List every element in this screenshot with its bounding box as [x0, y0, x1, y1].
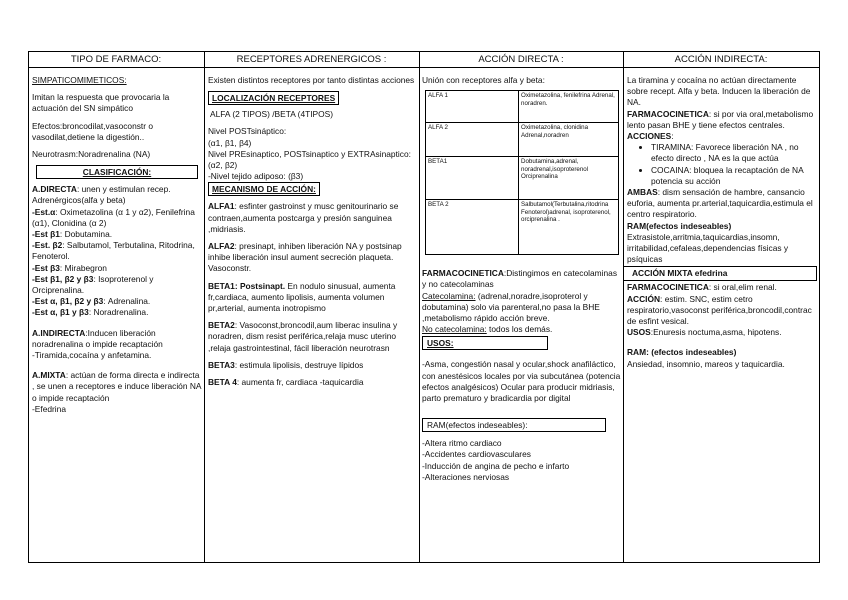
acciones-list [627, 142, 817, 187]
column-receptores [208, 75, 416, 388]
list-item: -Est α, β1, β2 y β3: Adrenalina. [32, 296, 151, 307]
mecanismo-title-box: MECANISMO DE ACCIÓN: [208, 182, 320, 196]
ram-title-box: RAM(efectos indeseables): [422, 418, 606, 432]
column-divider [623, 51, 624, 563]
mechanism-item: BETA3: estimula lipolisis, destruye lípidos [208, 359, 364, 370]
list-item: -Est.α: Oximetazolina (α 1 y α2), Fenilefrina (α1), Clonidina (α 2) [32, 206, 195, 228]
column-divider [819, 51, 820, 563]
paragraph: No catecolamina: todos los demás. [422, 324, 553, 335]
table-cell: Dobutamina,adrenal, noradrenal,isoproterenol Orciprenalina [519, 157, 619, 200]
list-item: -Est. β2: Salbutamol, Terbutalina, Ritodrina, Fenoterol. [32, 240, 195, 262]
header-accion-indirecta: ACCIÓN INDIRECTA: [674, 54, 768, 65]
table-row [426, 123, 619, 157]
paragraph: Neurotrasm:Noradrenalina (NA) [32, 149, 151, 160]
list-item: -Est α, β1 y β3: Noradrenalina. [32, 307, 149, 318]
list-item: -Alteraciones nerviosas [422, 471, 510, 482]
table-cell: Salbutamol(Terbutalina,ritodrina Fenoterol)adrenal, isoproterenol, orciprenalina . [519, 200, 619, 255]
paragraph: -Tiramida,cocaína y anfetamina. [32, 350, 152, 361]
list-item: -Est β1, β2 y β3: Isoproterenol y Orciprenalina. [32, 273, 154, 296]
paragraph: -Nivel tejido adiposo: (β3) [208, 171, 304, 182]
paragraph: RAM: (efectos indeseables) [627, 347, 737, 358]
paragraph: ALFA (2 TIPOS) /BETA (4TIPOS) [210, 109, 334, 120]
paragraph: FARMACOCINETICA: si por via oral,metabolismo lento pasan BHE y tiene efectos centrales. [627, 108, 814, 130]
list-item: • TIRAMINA: Favorece liberación NA , no efecto directo , NA es la que actúa [651, 142, 817, 164]
column-divider [204, 51, 205, 563]
receptor-drug-table [425, 90, 619, 255]
mechanism-item: BETA2: Vasoconst,broncodil,aum liberac insulina y noradren, dism resist periférica,relaja musc uterino ,relaja gastrointestinal, fácil liberación neurotrasn [208, 320, 398, 353]
paragraph: Nivel PREsinaptico, POSTsinaptico y EXTRAsinaptico: [208, 148, 411, 159]
accion-mixta-title-box: ACCIÓN MIXTA efedrina [623, 266, 817, 281]
paragraph: FARMACOCINETICA:Distingimos en catecolaminas y no catecolaminas [422, 268, 618, 290]
list-item: -Est β1: Dobutamina. [32, 229, 113, 240]
paragraph: Ansiedad, insomnio, mareos y taquicardia. [627, 358, 785, 369]
column-divider [28, 51, 29, 563]
table-cell: Oximetazolina, clonidina Adrenal,noradren [519, 123, 619, 157]
table-cell: Oximetazolina, fenilefrina Adrenal, noradren. [519, 91, 619, 123]
paragraph: Extrasistole,arritmia,taquicardias,insomn, irritabilidad,cefaleas,dependencias físicas y psíquicas [627, 231, 789, 265]
header-receptores: RECEPTORES ADRENERGICOS : [236, 54, 387, 65]
table-row [426, 200, 619, 255]
paragraph: -Efedrina [32, 403, 66, 414]
paragraph: Existen distintos receptores por tanto distintas acciones [208, 75, 415, 85]
column-accion-indirecta [627, 75, 817, 370]
paragraph: (α1, β1, β4) [208, 137, 252, 148]
usos-title-box: USOS: [422, 336, 548, 350]
header-bottom-border [28, 67, 820, 68]
header-tipo-farmaco: TIPO DE FARMACO: [70, 54, 162, 65]
list-item: -Inducción de angina de pecho e infarto [422, 460, 570, 471]
paragraph: -Asma, congestión nasal y ocular,shock anafiláctico, con anestésicos locales por via subcutánea (potencia efectos analgésicos) Ocular para producir midriasis, parto prematuro y bradicardia por digital [422, 359, 621, 404]
list-item: -Est β3: Mirabegron [32, 262, 107, 273]
clasificacion-title-box: CLASIFICACIÓN: [36, 165, 198, 179]
section-title: SIMPATICOMIMETICOS: [32, 75, 127, 85]
column-accion-directa [422, 75, 622, 483]
mechanism-item: ALFA2: presinapt, inhiben liberación NA y postsinap inhibe liberación insul aument secreción plaqueta. Vasoconstr. [208, 241, 402, 274]
list-item: • COCAINA: bloquea la recaptación de NA potencia su acción [651, 165, 817, 187]
column-divider [419, 51, 420, 563]
table-cell: BETA 2 [426, 200, 519, 255]
paragraph: FARMACOCINETICA: si oral,elim renal. [627, 282, 777, 293]
paragraph: A.DIRECTA: unen y estimulan recep. Adrenérgicos(alfa y beta) [32, 184, 171, 206]
paragraph: USOS:Enuresis noctuma,asma, hipotens. [627, 327, 782, 338]
paragraph: ACCIÓN: estim. SNC, estim cetro respiratorio,vasoconst periférica,broncodil,contrac de esfint vesical. [627, 293, 812, 327]
header-accion-directa: ACCIÓN DIRECTA : [478, 54, 564, 65]
paragraph: A.INDIRECTA:Inducen liberación noradrenalina o impide recaptación [32, 327, 163, 349]
column-tipo-farmaco [32, 75, 202, 415]
table-cell: BETA1 [426, 157, 519, 200]
mechanism-item: BETA1: Postsinapt. En nodulo sinusual, aumenta fr,cardiaca, aumento lipolisis, aumenta volumen pr,arterial, aumenta inotropismo [208, 280, 396, 314]
paragraph: (α2, β2) [208, 160, 238, 171]
paragraph: La tiramina y cocaína no actúan directamente sobre recept. Alfa y beta. Inducen la liberación de NA. [627, 75, 811, 108]
paragraph: RAM(efectos indeseables) [627, 220, 732, 231]
paragraph: Efectos:broncodilat,vasoconstr o vasodilat,detiene la digestión.. [32, 120, 154, 142]
paragraph: Unión con receptores alfa y beta: [422, 75, 545, 85]
table-row [426, 91, 619, 123]
table-row [426, 157, 619, 200]
paragraph: A.MIXTA: actúan de forma directa e indirecta , se unen a receptores e induce liberación NA o impide recaptación [32, 370, 201, 403]
paragraph: Catecolamina: (adrenal,noradre,isoproterol y dobutamina) solo via parenteral,no pasa la BHE ,metabolismo rápido acción breve. [422, 290, 600, 324]
list-item: -Accidentes cardiovasculares [422, 449, 531, 460]
paragraph: Imitan la respuesta que provocaria la actuación del SN simpático [32, 92, 170, 114]
table-bottom-border [28, 562, 820, 563]
paragraph: Nivel POSTsináptico: [208, 126, 287, 137]
paragraph: ACCIONES: [627, 131, 674, 142]
list-item: -Altera ritmo cardiaco [422, 438, 502, 449]
localizacion-title-box: LOCALIZACIÓN RECEPTORES [208, 91, 339, 105]
table-cell: ALFA 2 [426, 123, 519, 157]
table-cell: ALFA 1 [426, 91, 519, 123]
mechanism-item: BETA 4: aumenta fr, cardiaca -taquicardia [208, 377, 364, 388]
table-top-border [28, 51, 820, 52]
mechanism-item: ALFA1: esfinter gastroinst y musc genitourinario se contraen,aumenta postcarga y presión sanguinea ,midriasis. [208, 201, 399, 234]
paragraph: AMBAS: dism sensación de hambre, cansancio euforia, aumenta pr.arterial,taquicardia,estimula el centro respiratorio. [627, 187, 813, 220]
